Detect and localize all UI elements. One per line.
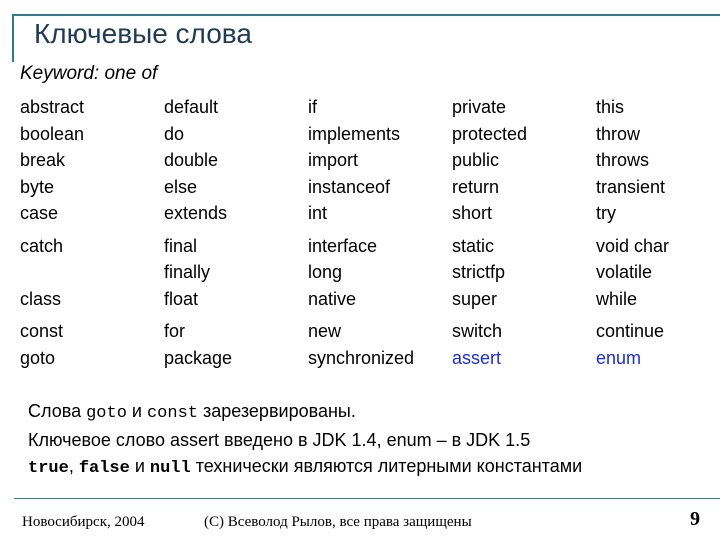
keyword: finally: [164, 262, 211, 282]
notes: [28, 398, 582, 482]
keyword: void char: [596, 235, 670, 256]
keyword-cell: [302, 229, 446, 315]
keyword-row: [14, 229, 720, 315]
keyword: return: [452, 176, 500, 197]
keyword: final: [164, 235, 198, 256]
keyword: float: [164, 288, 199, 309]
keyword-cell: [590, 314, 720, 373]
note-3-comma: ,: [68, 456, 79, 476]
note-1-prefix: Слова: [28, 401, 87, 421]
keyword: this: [596, 97, 625, 117]
keyword: enum: [596, 347, 642, 368]
note-3-null: null: [149, 459, 191, 478]
keyword: byte: [20, 176, 55, 197]
keyword: native: [308, 288, 357, 309]
keyword: import: [308, 150, 359, 170]
keyword: interface: [308, 235, 378, 256]
keyword: transient: [596, 176, 666, 197]
keyword: throws: [596, 150, 650, 170]
keyword-cell: [590, 88, 720, 229]
keyword: package: [164, 347, 233, 368]
keyword-table: [14, 88, 720, 373]
keyword-cell: [158, 314, 302, 373]
keyword-cell: [302, 314, 446, 373]
footer-location: Новосибирск, 2004: [22, 514, 145, 530]
keyword-row: [14, 314, 720, 373]
keyword: while: [596, 288, 638, 309]
keyword: try: [596, 203, 616, 223]
slide-subtitle: Keyword: one of: [20, 63, 158, 84]
keyword: instanceof: [308, 176, 391, 197]
note-line-2: Ключевое слово assert введено в JDK 1.4, enum – в JDK 1.5: [28, 430, 531, 450]
keyword: double: [164, 150, 219, 170]
note-3-true: true: [28, 459, 69, 478]
keyword: continue: [596, 321, 665, 341]
keyword: long: [308, 262, 343, 282]
keyword: goto: [20, 347, 56, 368]
keyword-cell: [158, 88, 302, 229]
note-1-const: const: [146, 404, 198, 423]
keyword: short: [452, 203, 493, 223]
keyword: throw: [596, 123, 641, 144]
keyword-cell: [14, 229, 158, 315]
keyword-cell: [590, 229, 720, 315]
keyword: class: [20, 288, 62, 309]
keyword: if: [308, 97, 317, 117]
slide-title: Ключевые слова: [34, 18, 252, 49]
note-1-suffix: зарезервированы.: [197, 401, 356, 421]
keyword-cell: [14, 88, 158, 229]
keyword: default: [164, 97, 219, 117]
keyword: break: [20, 150, 66, 170]
keyword: implements: [308, 123, 401, 144]
note-line-3: [28, 453, 582, 482]
keyword: [20, 259, 152, 286]
keyword-cell: [302, 88, 446, 229]
keyword: for: [164, 321, 186, 341]
keyword-row: [14, 88, 720, 229]
keyword: switch: [452, 321, 503, 341]
keyword: private: [452, 97, 507, 117]
page-number: 9: [690, 508, 700, 530]
keyword: super: [452, 288, 498, 309]
keyword: static: [452, 235, 495, 256]
keyword: strictfp: [452, 262, 506, 282]
footer-copyright: (C) Всеволод Рылов, все права защищены: [204, 514, 472, 530]
keyword-cell: [158, 229, 302, 315]
keyword: synchronized: [308, 347, 415, 368]
keyword: const: [20, 321, 64, 341]
note-3-and: и: [129, 456, 150, 476]
keyword: protected: [452, 123, 528, 144]
keyword: extends: [164, 203, 228, 223]
keyword: boolean: [20, 123, 85, 144]
keyword: catch: [20, 235, 64, 256]
keyword: abstract: [20, 97, 85, 117]
keyword-cell: [446, 88, 590, 229]
footer-rule: [14, 498, 720, 499]
note-1-goto: goto: [86, 404, 127, 423]
note-3-false: false: [78, 459, 130, 478]
keyword: int: [308, 203, 328, 223]
keyword-cell: [446, 314, 590, 373]
keyword-cell: [14, 314, 158, 373]
keyword-cell: [446, 229, 590, 315]
note-line-1: [28, 398, 582, 427]
note-1-and: и: [126, 401, 147, 421]
keyword: public: [452, 150, 500, 170]
keyword: do: [164, 123, 185, 144]
keyword: volatile: [596, 262, 653, 282]
keyword: else: [164, 176, 198, 197]
keyword: new: [308, 321, 342, 341]
keyword: assert: [452, 347, 502, 368]
note-3-suffix: технически являются литерными константами: [190, 456, 583, 476]
keyword: case: [20, 203, 59, 223]
